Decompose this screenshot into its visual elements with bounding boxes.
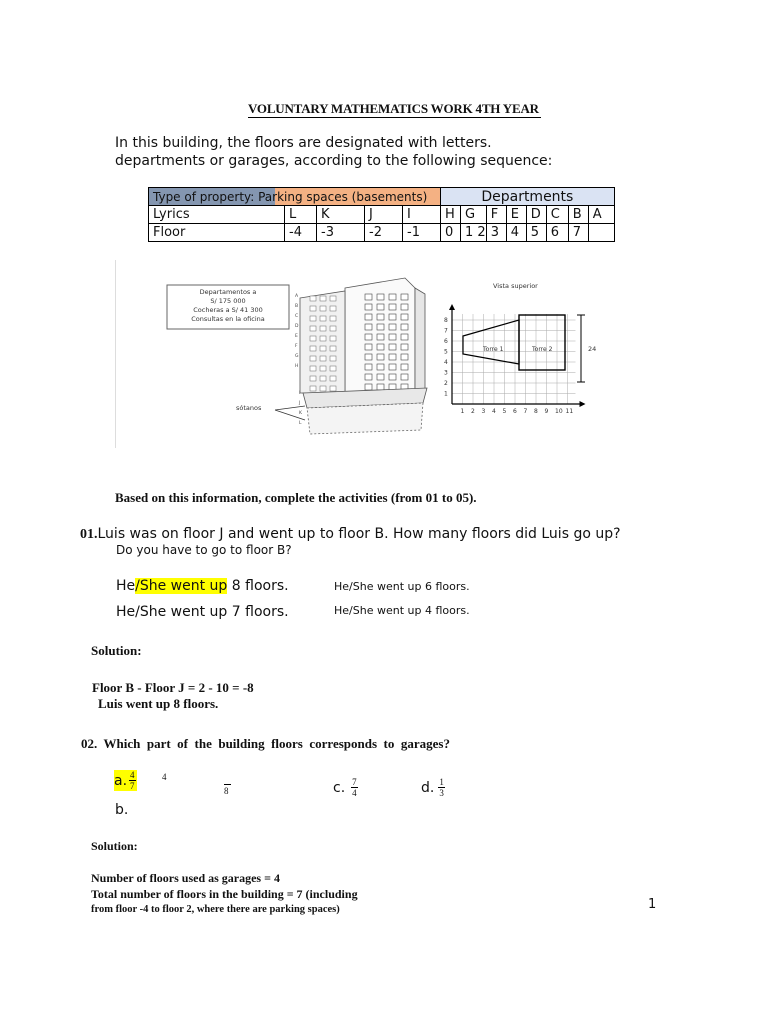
sign-line-2: S/ 175 000	[210, 297, 246, 305]
floor-cell-8: 5	[526, 224, 546, 242]
q2-solution-line-1: Number of floors used as garages = 4	[91, 871, 280, 885]
floor-letter-E: E	[295, 334, 298, 339]
floor-cell-11	[588, 224, 614, 242]
floor-cell-2: -2	[365, 224, 403, 242]
lyrics-cell-1: K	[317, 206, 365, 224]
plan-x-tick: 1	[460, 408, 465, 415]
basement-letter-J: J	[299, 401, 301, 406]
row-label-lyrics: Lyrics	[149, 206, 285, 224]
q2-option-d-denominator: 3	[439, 788, 444, 798]
table-row-floor	[149, 224, 615, 242]
table-row-lyrics	[149, 206, 615, 224]
tower-1-label: Torre 1	[483, 346, 504, 353]
floor-cell-9: 6	[546, 224, 568, 242]
q1-subtext: Do you have to go to floor B?	[116, 543, 292, 557]
q1-solution-line-1: Floor B - Floor J = 2 - 10 = -8	[92, 680, 254, 695]
q2-option-b-denominator: 8	[224, 786, 229, 796]
plan-y-tick: 6	[444, 338, 448, 345]
q1-option-a-pre: He	[116, 578, 136, 594]
q1-option-b[interactable]: He/She went up 6 floors.	[334, 580, 470, 593]
q1-option-a-highlight: /She went up	[135, 578, 228, 594]
plan-y-tick: 7	[444, 327, 448, 335]
q2-option-d-label: d.	[421, 779, 435, 796]
floor-cell-4: 0	[441, 224, 461, 242]
sign-line-3: Cocheras a S/ 41 300	[193, 306, 263, 314]
plan-x-tick: 4	[492, 408, 496, 415]
q1-number: 01.	[80, 527, 98, 542]
q2-option-a-denominator: 7	[130, 781, 135, 791]
floor-letter-A: A	[295, 294, 299, 299]
q1-option-a[interactable]	[116, 578, 289, 594]
plan-x-tick: 11	[565, 408, 574, 415]
header-property: Type of property: Parking spaces (basements)	[153, 189, 428, 204]
q2-solution-label: Solution:	[91, 839, 138, 853]
sign-line-1: Departamentos a	[199, 288, 257, 296]
floor-cell-7: 4	[506, 224, 526, 242]
q2-solution-line-3: from floor -4 to floor 2, where there are parking spaces)	[91, 904, 340, 915]
lyrics-cell-4: H	[441, 206, 461, 224]
header-property-cell	[149, 188, 441, 206]
intro-line-2: departments or garages, according to the following sequence:	[115, 153, 553, 169]
plan-y-tick: 8	[444, 317, 448, 324]
q2-option-d-fraction	[438, 777, 445, 798]
plan-x-tick: 2	[471, 408, 475, 415]
plan-title: Vista superior	[493, 282, 538, 290]
plan-x-tick: 9	[544, 408, 549, 415]
tower-2-label: Torre 2	[532, 346, 553, 353]
basement-letter-K: K	[299, 411, 302, 416]
building-drawing	[115, 260, 427, 448]
q2-option-d-numerator: 1	[439, 777, 444, 787]
plan-y-tick: 5	[444, 348, 448, 356]
lyrics-cell-9: C	[546, 206, 568, 224]
row-label-floor: Floor	[149, 224, 285, 242]
lyrics-cell-5: G	[461, 206, 487, 224]
plan-x-tick: 10	[555, 408, 563, 415]
floor-letter-D: D	[295, 324, 299, 329]
lyrics-cell-6: F	[486, 206, 506, 224]
q2-solution-line-2: Total number of floors in the building = 7 (including	[91, 887, 358, 901]
floor-letter-H: H	[295, 364, 299, 369]
lyrics-cell-8: D	[526, 206, 546, 224]
plan-x-tick: 7	[523, 408, 528, 415]
plan-y-tick: 2	[444, 380, 448, 387]
plan-x-tick: 3	[481, 408, 486, 415]
q2-option-c[interactable]	[333, 777, 358, 798]
floor-sequence-table	[148, 187, 615, 242]
q2-option-a-fraction	[129, 770, 136, 791]
q2-option-b-label[interactable]: b.	[115, 802, 129, 818]
floor-letter-G: G	[295, 354, 299, 359]
basement-letter-I: I	[299, 391, 301, 396]
intro-line-1: In this building, the floors are designated with letters.	[115, 135, 492, 151]
basement-letter-L: L	[299, 421, 302, 426]
floor-letter-labels	[295, 293, 299, 369]
building-figure	[115, 258, 605, 450]
plan-x-tick: 8	[534, 408, 538, 415]
q1-option-c[interactable]: He/She went up 7 floors.	[116, 604, 289, 620]
floor-cell-6: 3	[486, 224, 506, 242]
q2-option-d[interactable]	[421, 777, 445, 798]
q2-option-c-label: c.	[333, 779, 346, 796]
q2-option-a[interactable]	[114, 770, 137, 791]
q1-solution-line-2: Luis went up 8 floors.	[98, 696, 219, 711]
lyrics-cell-7: E	[506, 206, 526, 224]
q2-option-a-label: a.	[114, 772, 128, 789]
q1-option-a-post: 8 floors.	[227, 578, 289, 594]
lyrics-cell-2: J	[365, 206, 403, 224]
plan-y-tick: 3	[444, 369, 448, 377]
basement-letter-labels	[298, 390, 303, 426]
q1-solution-label: Solution:	[91, 643, 142, 658]
q2-option-b-numerator: 4	[162, 772, 167, 782]
q2-option-c-numerator: 7	[352, 777, 357, 787]
floor-cell-3: -1	[403, 224, 441, 242]
floor-cell-10: 7	[568, 224, 588, 242]
floor-letter-F: F	[295, 344, 298, 349]
floor-cell-1: -3	[317, 224, 365, 242]
dimension-label: 24	[588, 345, 597, 353]
tower-1-outline	[463, 320, 519, 364]
sign-line-4: Consultas en la oficina	[191, 315, 265, 323]
table-header-row	[149, 188, 615, 206]
floor-letter-C: C	[295, 314, 299, 319]
q2-option-a-numerator: 4	[130, 770, 135, 780]
plan-x-tick: 5	[502, 408, 507, 415]
floor-cell-5: 1 2	[461, 224, 487, 242]
question-1	[80, 526, 621, 543]
plan-y-tick: 1	[444, 390, 448, 398]
plan-y-tick: 4	[444, 359, 448, 366]
basement-label: sótanos	[236, 404, 262, 412]
floor-cell-0: -4	[285, 224, 317, 242]
floor-letter-B: B	[295, 304, 299, 309]
q2-option-b-fraction-bar	[224, 784, 231, 785]
q1-option-d[interactable]: He/She went up 4 floors.	[334, 604, 470, 617]
question-2: 02. Which part of the building floors corresponds to garages?	[81, 736, 450, 751]
header-departments: Departments	[441, 188, 615, 206]
lyrics-cell-0: L	[285, 206, 317, 224]
lyrics-cell-3: I	[403, 206, 441, 224]
plan-x-tick: 6	[513, 408, 517, 415]
q2-option-c-fraction	[351, 777, 358, 798]
page-number: 1	[648, 897, 657, 912]
top-view-plan	[444, 282, 596, 415]
q2-option-c-denominator: 4	[352, 788, 357, 798]
q1-text: Luis was on floor J and went up to floor B. How many floors did Luis go up?	[97, 526, 621, 542]
instruction: Based on this information, complete the activities (from 01 to 05).	[115, 490, 477, 505]
document-title: VOLUNTARY MATHEMATICS WORK 4TH YEAR	[248, 101, 539, 116]
lyrics-cell-11: A	[588, 206, 614, 224]
lyrics-cell-10: B	[568, 206, 588, 224]
